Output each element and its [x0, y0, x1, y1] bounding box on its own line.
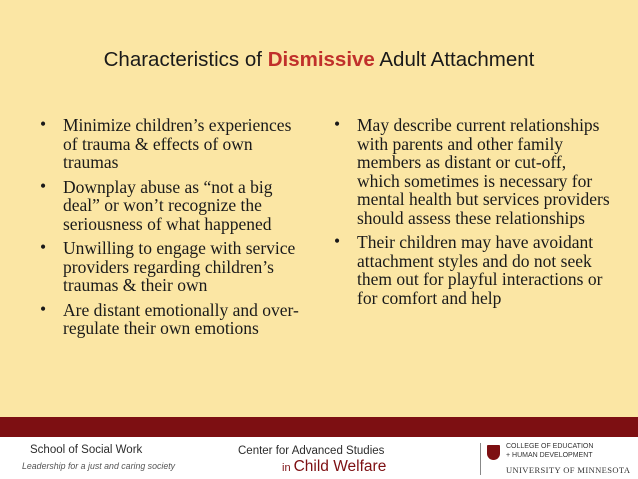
school-name: School of Social Work: [30, 444, 143, 456]
footer-maroon-band: [0, 417, 638, 437]
footer-divider: [480, 443, 481, 475]
bullet-text: Their children may have avoidant attachment styles and do not seek them out for playful interactions or for comfort and help: [357, 232, 603, 308]
bullet-dot: •: [40, 298, 47, 319]
right-bullet-list: [334, 116, 610, 313]
school-tagline: Leadership for a just and caring society: [22, 461, 176, 471]
right-bullet-item: [334, 116, 610, 227]
university-shield-icon: [487, 445, 500, 460]
left-bullet-item: [40, 116, 308, 172]
college-line-1: COLLEGE OF EDUCATION: [506, 443, 594, 450]
left-bullet-item: [40, 175, 308, 234]
bullet-text: Are distant emotionally and over-regulate their own emotions: [63, 299, 299, 338]
center-name: Center for Advanced Studies: [238, 445, 385, 457]
center-in: in: [282, 462, 291, 474]
bullet-text: Unwilling to engage with service providers regarding children’s traumas & their own: [63, 238, 296, 295]
bullet-dot: •: [334, 231, 341, 251]
bullet-dot: •: [334, 114, 341, 134]
left-bullet-item: [40, 298, 308, 338]
right-bullet-item: [334, 233, 610, 307]
title-suffix: Adult Attachment: [374, 48, 535, 71]
bullet-dot: •: [40, 237, 47, 257]
left-bullet-list: [40, 116, 308, 344]
center-program-name: Child Welfare: [293, 458, 387, 475]
university-name: UNIVERSITY OF MINNESOTA: [506, 465, 631, 475]
left-bullet-item: [40, 239, 308, 295]
bullet-text: Downplay abuse as “not a big deal” or won’t recognize the seriousness of what happened: [63, 176, 273, 234]
center-program: [282, 458, 386, 476]
bullet-text: Minimize children’s experiences of trauma & effects of own traumas: [63, 115, 292, 172]
title-prefix: Characteristics of: [103, 48, 268, 71]
college-line-2: + HUMAN DEVELOPMENT: [506, 452, 593, 459]
bullet-text: May describe current relationships with parents and other family members as distant or cut-off, which sometimes is necessary for mental health but services providers should assess these relationships: [357, 115, 610, 228]
bullet-dot: •: [40, 114, 47, 134]
footer-logo-bar: [0, 437, 638, 479]
bullet-dot: •: [40, 175, 47, 196]
slide-title: [0, 48, 638, 72]
title-highlight: Dismissive: [267, 48, 375, 71]
